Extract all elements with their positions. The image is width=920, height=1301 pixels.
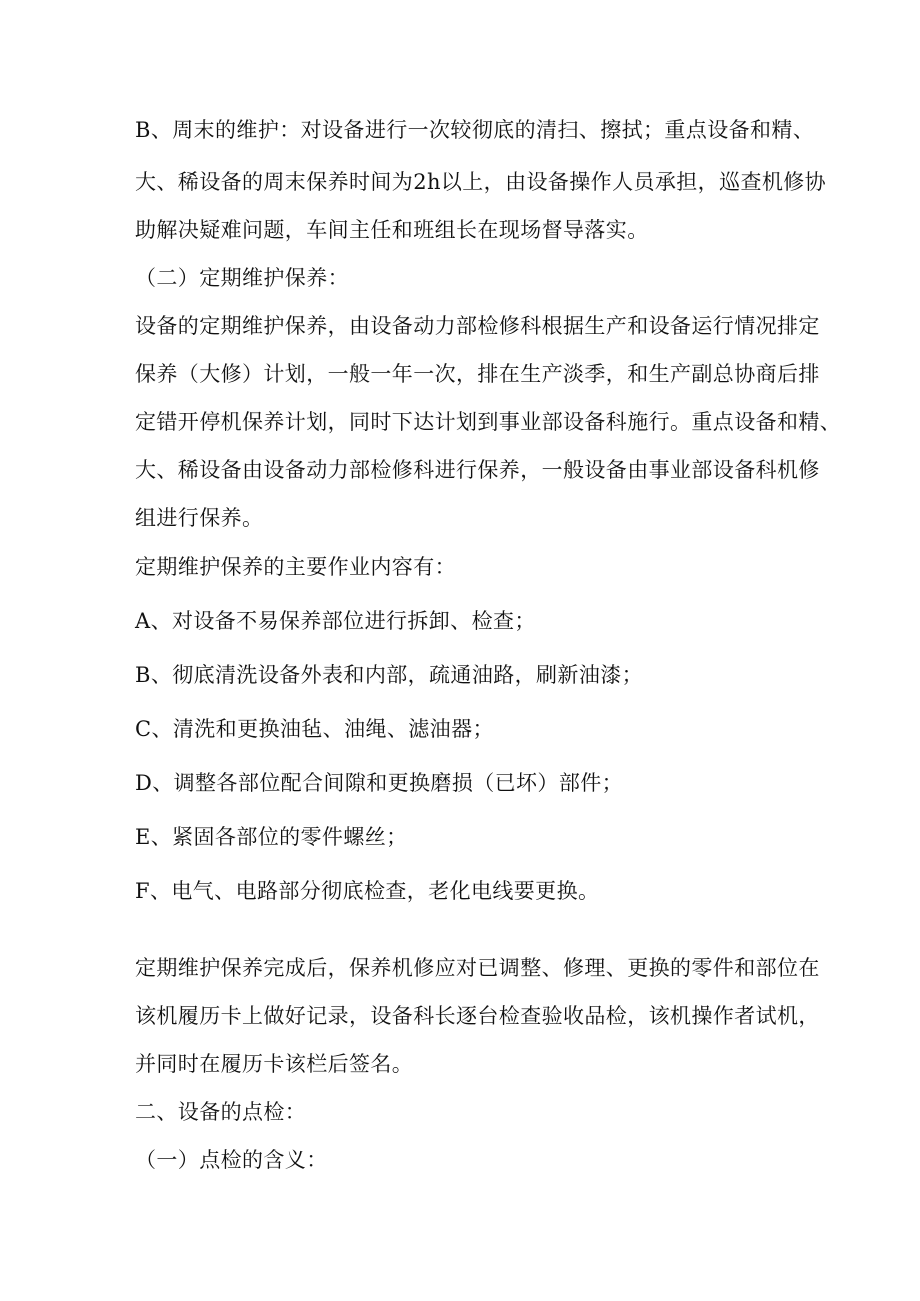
list-item: E、紧固各部位的零件螺丝；	[135, 825, 408, 849]
list-item: C、清洗和更换油毡、油绳、滤油器；	[135, 717, 494, 741]
list-item: B、彻底清洗设备外表和内部，疏通油路，刷新油漆；	[135, 663, 644, 687]
section-heading: （一）点检的含义：	[135, 1148, 328, 1172]
paragraph-line: 大、稀设备由设备动力部检修科进行保养，一般设备由事业部设备科机修	[135, 458, 820, 482]
paragraph-line: 并同时在履历卡该栏后签名。	[135, 1052, 414, 1076]
list-item: A、对设备不易保养部位进行拆卸、检查；	[135, 609, 536, 633]
paragraph-line: 助解决疑难问题，车间主任和班组长在现场督导落实。	[135, 218, 649, 242]
paragraph-line: B、周末的维护：对设备进行一次较彻底的清扫、擦拭；重点设备和精、	[135, 118, 815, 142]
paragraph-line: 设备的定期维护保养，由设备动力部检修科根据生产和设备运行情况排定	[135, 314, 820, 338]
paragraph-line: 保养（大修）计划，一般一年一次，排在生产淡季，和生产副总协商后排	[135, 362, 820, 386]
paragraph-line: 组进行保养。	[135, 506, 264, 530]
paragraph-line: 定期维护保养完成后，保养机修应对已调整、修理、更换的零件和部位在	[135, 956, 820, 980]
paragraph-line: 大、稀设备的周末保养时间为2h以上，由设备操作人员承担，巡查机修协	[135, 170, 827, 194]
section-heading: 二、设备的点检：	[135, 1100, 307, 1124]
paragraph-line: 定错开停机保养计划，同时下达计划到事业部设备科施行。重点设备和精、	[135, 410, 842, 434]
section-heading: （二）定期维护保养：	[135, 266, 349, 290]
list-item: D、调整各部位配合间隙和更换磨损（已坏）部件；	[135, 771, 624, 795]
paragraph-line: 该机履历卡上做好记录，设备科长逐台检查验收品检，该机操作者试机，	[135, 1004, 820, 1028]
list-item: F、电气、电路部分彻底检查，老化电线要更换。	[135, 879, 600, 903]
paragraph-line: 定期维护保养的主要作业内容有：	[135, 555, 456, 579]
